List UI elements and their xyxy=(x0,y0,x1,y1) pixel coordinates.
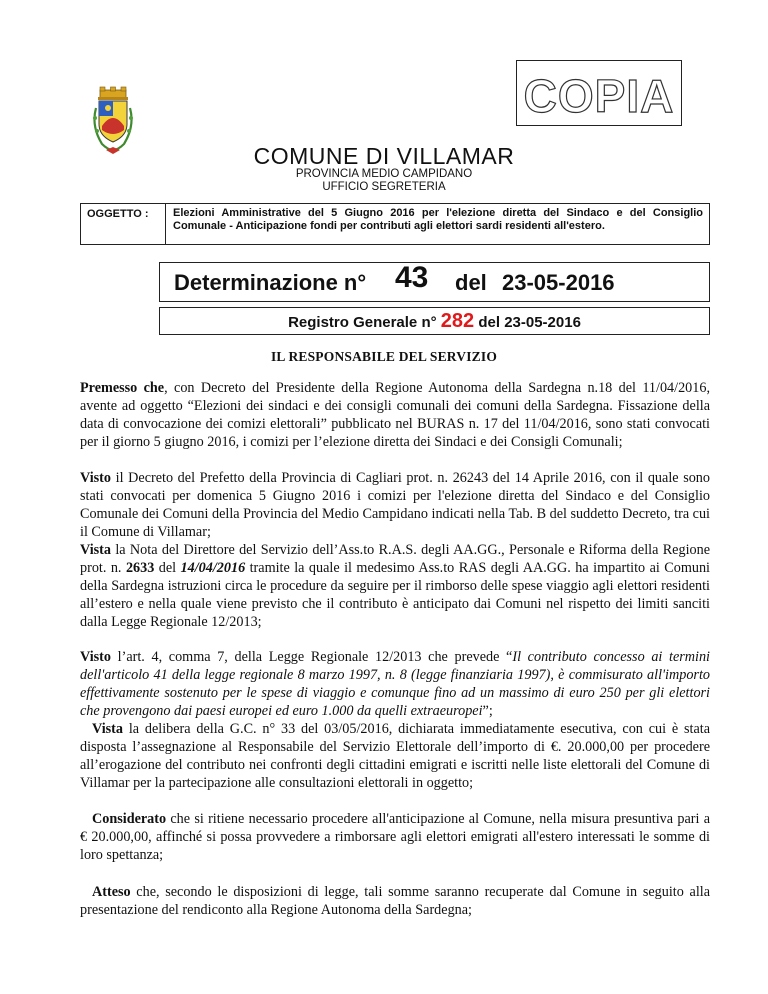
comune-title: COMUNE DI VILLAMAR xyxy=(253,143,515,169)
registro-del: del xyxy=(478,314,501,331)
paragraph-vista-nota xyxy=(80,541,710,631)
paragraph-vista-delibera xyxy=(80,720,710,792)
paragraph-text: la Nota del Direttore del Servizio dell’Ass.to R.A.S. degli AA.GG., Personale e Riforma della Regione prot. n. xyxy=(80,542,710,576)
paragraph-lead: Visto xyxy=(80,470,112,486)
registro-date: 23-05-2016 xyxy=(504,314,581,331)
copia-stamp xyxy=(516,60,682,126)
paragraph-text: ”; xyxy=(482,703,493,719)
registro-box xyxy=(159,307,710,335)
paragraph-lead: Premesso che xyxy=(80,380,165,396)
paragraph-atteso xyxy=(80,883,710,919)
registro-line xyxy=(160,310,709,333)
registro-number: 282 xyxy=(440,310,475,332)
law-quote: Il contributo concesso ai termini dell'articolo 41 della legge regionale 8 marzo 1997, n. 8 (legge finanziaria 1997), è commisurato all'importo effettivamente sostenuto per le spese di viaggio e comunque fino ad un massimo di euro 250 per gli elettori che provengono dai paesi europei ed euro 1.000 da quelli extraeuropei xyxy=(80,649,710,719)
paragraph-text: l’art. 4, comma 7, della Legge Regionale 12/2013 che prevede “ xyxy=(111,649,513,665)
determinazione-label: Determinazione n° xyxy=(174,270,367,295)
oggetto-text: Elezioni Amministrative del 5 Giugno 2016 per l'elezione diretta del Sindaco e del Consiglio Comunale - Anticipazione fondi per contributi agli elettori sardi residenti all'estero. xyxy=(173,207,703,232)
oggetto-box xyxy=(80,203,710,245)
paragraph-text: la delibera della G.C. n° 33 del 03/05/2016, dichiarata immediatamente esecutiva, con cui è stata disposta l’assegnazione al Responsabile del Servizio Elettorale dell’importo di €. 20.000,00 per procedere all’erogazione del contributo nei confronti degli cittadini emigrati e iscritti nelle liste elettorali del Comune di Villamar per la partecipazione alle consultazioni elettorali in oggetto; xyxy=(80,721,710,791)
determinazione-del: del xyxy=(455,270,487,295)
determinazione-date: 23-05-2016 xyxy=(502,270,615,295)
oggetto-label: OGGETTO : xyxy=(87,208,149,220)
protocol-number: 2633 xyxy=(125,560,155,576)
paragraph-text: tramite la quale il medesimo Ass.to RAS degli AA.GG. ha impartito ai Comuni della Sardegna istruzioni circa le procedure da seguire per il rimborso delle spese viaggio agli elettori residenti all’estero e nella quale viene previsto che il contributo è anticipato dai Comuni nel rispetto dei limiti sanciti dalla Legge Regionale 12/2013; xyxy=(80,560,710,630)
determinazione-number: 43 xyxy=(395,261,429,294)
provincia-subtitle: PROVINCIA MEDIO CAMPIDANO xyxy=(295,168,473,180)
paragraph-lead: Atteso xyxy=(92,884,131,900)
paragraph-lead: Vista xyxy=(92,721,124,737)
paragraph-lead: Visto xyxy=(80,649,112,665)
paragraph-text: che, secondo le disposizioni di legge, tali somme saranno recuperate dal Comune in seguito alla presentazione del rendiconto alla Regione Autonoma della Sardegna; xyxy=(80,884,710,918)
responsabile-heading: IL RESPONSABILE DEL SERVIZIO xyxy=(270,349,498,364)
paragraph-considerato xyxy=(80,810,710,864)
determinazione-box xyxy=(159,262,710,302)
registro-label: Registro Generale n° xyxy=(288,314,437,331)
paragraph-text: , con Decreto del Presidente della Regione Autonoma della Sardegna n.18 del 11/04/2016, avente ad oggetto “Elezioni dei sindaci e dei consigli comunali dei comuni della Sardegna. Fissazione della data di convocazione dei comizi elettorali” pubblicato nel BURAS n. 17 del 11/04/2016, sono stati convocati per il giorno 5 giugno 2016, i comizi per l’elezione diretta dei Sindaci e dei Consigli Comunali; xyxy=(80,380,710,450)
paragraph-lead: Vista xyxy=(80,542,112,558)
paragraph-lead: Considerato xyxy=(92,811,167,827)
protocol-date: 14/04/2016 xyxy=(180,560,246,576)
paragraph-text: del xyxy=(154,560,181,576)
paragraph-visto-legge xyxy=(80,648,710,720)
copia-stamp-text: COPIA xyxy=(523,70,675,122)
oggetto-divider xyxy=(165,204,166,244)
paragraph-premesso xyxy=(80,379,710,451)
ufficio-subtitle: UFFICIO SEGRETERIA xyxy=(322,181,446,193)
paragraph-text: il Decreto del Prefetto della Provincia di Cagliari prot. n. 26243 del 14 Aprile 2016, con il quale sono stati convocati per domenica 5 Giugno 2016 i comizi per l'elezione diretta del Sindaco e del Consiglio Comunale dei Comuni della Provincia del Medio Campidano indicati nella Tab. B del suddetto Decreto, tra cui il Comune di Villamar; xyxy=(80,470,710,540)
paragraph-visto-decreto xyxy=(80,469,710,541)
paragraph-text: che si ritiene necessario procedere all'anticipazione al Comune, nella misura presuntiva pari a € 20.000,00, affinché si possa provvedere a rimborsare agli elettori emigrati all'estero interessati le somme di loro spettanza; xyxy=(80,811,710,863)
